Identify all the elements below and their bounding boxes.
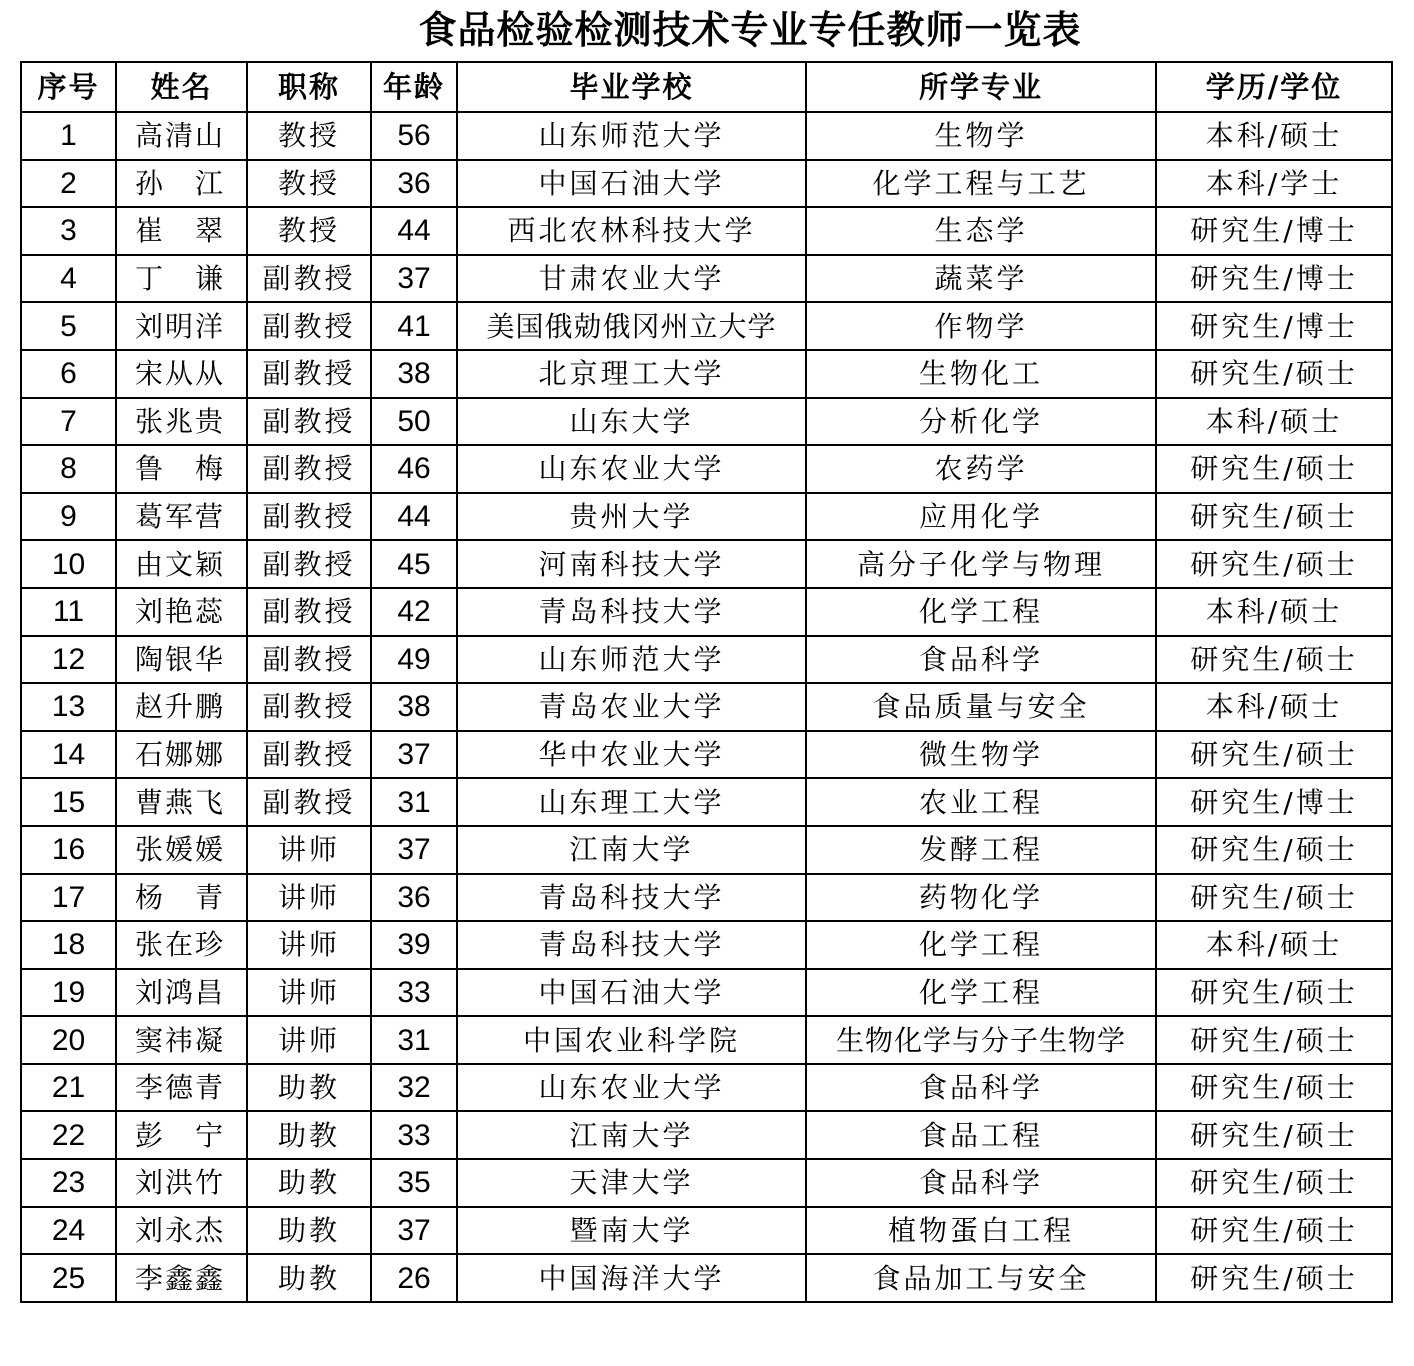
cell-school: 江南大学 bbox=[457, 1111, 806, 1159]
cell-title: 副教授 bbox=[247, 636, 371, 684]
col-header-name: 姓名 bbox=[116, 62, 247, 112]
cell-degree: 本科/学士 bbox=[1156, 160, 1392, 208]
cell-degree: 研究生/硕士 bbox=[1156, 493, 1392, 541]
cell-index: 11 bbox=[21, 588, 116, 636]
cell-degree: 研究生/硕士 bbox=[1156, 636, 1392, 684]
cell-index: 12 bbox=[21, 636, 116, 684]
cell-index: 19 bbox=[21, 969, 116, 1017]
cell-school: 暨南大学 bbox=[457, 1207, 806, 1255]
cell-major: 应用化学 bbox=[806, 493, 1156, 541]
table-row bbox=[21, 826, 1392, 874]
col-header-major: 所学专业 bbox=[806, 62, 1156, 112]
cell-title: 讲师 bbox=[247, 874, 371, 922]
cell-major: 化学工程 bbox=[806, 969, 1156, 1017]
cell-degree: 研究生/硕士 bbox=[1156, 350, 1392, 398]
table-body bbox=[21, 112, 1392, 1302]
col-header-degree: 学历/学位 bbox=[1156, 62, 1392, 112]
table-row bbox=[21, 493, 1392, 541]
cell-degree: 研究生/硕士 bbox=[1156, 826, 1392, 874]
cell-degree: 研究生/博士 bbox=[1156, 207, 1392, 255]
cell-index: 24 bbox=[21, 1207, 116, 1255]
cell-major: 化学工程 bbox=[806, 588, 1156, 636]
cell-major: 食品科学 bbox=[806, 1064, 1156, 1112]
cell-school: 江南大学 bbox=[457, 826, 806, 874]
cell-title: 副教授 bbox=[247, 778, 371, 826]
cell-name: 刘艳蕊 bbox=[116, 588, 247, 636]
cell-index: 6 bbox=[21, 350, 116, 398]
cell-school: 山东师范大学 bbox=[457, 636, 806, 684]
cell-age: 46 bbox=[371, 445, 457, 493]
cell-age: 41 bbox=[371, 302, 457, 350]
cell-school: 青岛科技大学 bbox=[457, 874, 806, 922]
cell-school: 青岛农业大学 bbox=[457, 683, 806, 731]
cell-school: 青岛科技大学 bbox=[457, 588, 806, 636]
cell-title: 副教授 bbox=[247, 493, 371, 541]
cell-name: 高清山 bbox=[116, 112, 247, 160]
table-row bbox=[21, 636, 1392, 684]
cell-degree: 研究生/硕士 bbox=[1156, 1064, 1392, 1112]
cell-school: 北京理工大学 bbox=[457, 350, 806, 398]
page-title: 食品检验检测技术专业专任教师一览表 bbox=[418, 8, 1082, 52]
cell-title: 副教授 bbox=[247, 255, 371, 303]
cell-index: 22 bbox=[21, 1111, 116, 1159]
cell-degree: 本科/硕士 bbox=[1156, 683, 1392, 731]
cell-name: 李德青 bbox=[116, 1064, 247, 1112]
table-row bbox=[21, 1207, 1392, 1255]
cell-name: 杨 青 bbox=[116, 874, 247, 922]
cell-title: 助教 bbox=[247, 1111, 371, 1159]
col-header-school: 毕业学校 bbox=[457, 62, 806, 112]
cell-title: 副教授 bbox=[247, 683, 371, 731]
cell-school: 山东师范大学 bbox=[457, 112, 806, 160]
cell-name: 石娜娜 bbox=[116, 731, 247, 779]
table-row bbox=[21, 160, 1392, 208]
teacher-table bbox=[20, 61, 1393, 1303]
table-row bbox=[21, 540, 1392, 588]
cell-name: 刘鸿昌 bbox=[116, 969, 247, 1017]
cell-age: 44 bbox=[371, 493, 457, 541]
cell-age: 45 bbox=[371, 540, 457, 588]
cell-index: 9 bbox=[21, 493, 116, 541]
cell-name: 刘洪竹 bbox=[116, 1159, 247, 1207]
cell-major: 生物化学与分子生物学 bbox=[806, 1016, 1156, 1064]
cell-degree: 研究生/硕士 bbox=[1156, 1207, 1392, 1255]
cell-degree: 研究生/硕士 bbox=[1156, 731, 1392, 779]
cell-title: 讲师 bbox=[247, 1016, 371, 1064]
table-row bbox=[21, 588, 1392, 636]
cell-age: 37 bbox=[371, 1207, 457, 1255]
cell-age: 38 bbox=[371, 683, 457, 731]
col-header-title: 职称 bbox=[247, 62, 371, 112]
cell-title: 副教授 bbox=[247, 350, 371, 398]
cell-title: 讲师 bbox=[247, 826, 371, 874]
cell-major: 植物蛋白工程 bbox=[806, 1207, 1156, 1255]
cell-age: 39 bbox=[371, 921, 457, 969]
table-row bbox=[21, 1111, 1392, 1159]
cell-degree: 本科/硕士 bbox=[1156, 921, 1392, 969]
cell-age: 36 bbox=[371, 874, 457, 922]
cell-major: 发酵工程 bbox=[806, 826, 1156, 874]
cell-index: 14 bbox=[21, 731, 116, 779]
table-row bbox=[21, 778, 1392, 826]
cell-title: 副教授 bbox=[247, 540, 371, 588]
cell-name: 鲁 梅 bbox=[116, 445, 247, 493]
cell-index: 23 bbox=[21, 1159, 116, 1207]
cell-index: 25 bbox=[21, 1254, 116, 1302]
table-row bbox=[21, 350, 1392, 398]
cell-school: 甘肃农业大学 bbox=[457, 255, 806, 303]
cell-index: 4 bbox=[21, 255, 116, 303]
cell-age: 44 bbox=[371, 207, 457, 255]
cell-age: 56 bbox=[371, 112, 457, 160]
cell-degree: 研究生/硕士 bbox=[1156, 1111, 1392, 1159]
cell-age: 37 bbox=[371, 255, 457, 303]
cell-name: 曹燕飞 bbox=[116, 778, 247, 826]
cell-major: 化学工程与工艺 bbox=[806, 160, 1156, 208]
cell-title: 教授 bbox=[247, 207, 371, 255]
cell-school: 中国石油大学 bbox=[457, 160, 806, 208]
table-row bbox=[21, 731, 1392, 779]
cell-school: 西北农林科技大学 bbox=[457, 207, 806, 255]
cell-school: 青岛科技大学 bbox=[457, 921, 806, 969]
cell-degree: 研究生/博士 bbox=[1156, 255, 1392, 303]
cell-name: 张媛媛 bbox=[116, 826, 247, 874]
cell-major: 食品质量与安全 bbox=[806, 683, 1156, 731]
table-row bbox=[21, 1159, 1392, 1207]
cell-name: 张兆贵 bbox=[116, 398, 247, 446]
cell-title: 助教 bbox=[247, 1064, 371, 1112]
table-row bbox=[21, 255, 1392, 303]
cell-major: 蔬菜学 bbox=[806, 255, 1156, 303]
cell-age: 33 bbox=[371, 969, 457, 1017]
cell-name: 孙 江 bbox=[116, 160, 247, 208]
table-row bbox=[21, 1254, 1392, 1302]
cell-major: 生态学 bbox=[806, 207, 1156, 255]
col-header-age: 年龄 bbox=[371, 62, 457, 112]
cell-major: 微生物学 bbox=[806, 731, 1156, 779]
cell-index: 2 bbox=[21, 160, 116, 208]
cell-major: 生物化工 bbox=[806, 350, 1156, 398]
cell-school: 美国俄勀俄冈州立大学 bbox=[457, 302, 806, 350]
cell-age: 42 bbox=[371, 588, 457, 636]
cell-degree: 研究生/博士 bbox=[1156, 302, 1392, 350]
cell-degree: 研究生/硕士 bbox=[1156, 1016, 1392, 1064]
cell-title: 助教 bbox=[247, 1254, 371, 1302]
cell-index: 7 bbox=[21, 398, 116, 446]
cell-degree: 研究生/硕士 bbox=[1156, 874, 1392, 922]
table-row bbox=[21, 207, 1392, 255]
cell-major: 食品工程 bbox=[806, 1111, 1156, 1159]
cell-major: 农业工程 bbox=[806, 778, 1156, 826]
cell-age: 38 bbox=[371, 350, 457, 398]
cell-school: 山东农业大学 bbox=[457, 1064, 806, 1112]
cell-degree: 研究生/硕士 bbox=[1156, 1254, 1392, 1302]
cell-school: 山东大学 bbox=[457, 398, 806, 446]
cell-degree: 本科/硕士 bbox=[1156, 112, 1392, 160]
cell-index: 18 bbox=[21, 921, 116, 969]
cell-age: 31 bbox=[371, 1016, 457, 1064]
cell-title: 副教授 bbox=[247, 445, 371, 493]
cell-index: 16 bbox=[21, 826, 116, 874]
cell-title: 副教授 bbox=[247, 398, 371, 446]
cell-major: 药物化学 bbox=[806, 874, 1156, 922]
cell-age: 31 bbox=[371, 778, 457, 826]
table-row bbox=[21, 302, 1392, 350]
cell-school: 中国农业科学院 bbox=[457, 1016, 806, 1064]
cell-age: 36 bbox=[371, 160, 457, 208]
cell-index: 20 bbox=[21, 1016, 116, 1064]
cell-index: 5 bbox=[21, 302, 116, 350]
table-row bbox=[21, 1016, 1392, 1064]
cell-age: 37 bbox=[371, 731, 457, 779]
table-row bbox=[21, 398, 1392, 446]
table-row bbox=[21, 445, 1392, 493]
cell-age: 35 bbox=[371, 1159, 457, 1207]
table-row bbox=[21, 112, 1392, 160]
cell-title: 讲师 bbox=[247, 969, 371, 1017]
cell-major: 食品科学 bbox=[806, 636, 1156, 684]
cell-name: 刘明洋 bbox=[116, 302, 247, 350]
table-row bbox=[21, 683, 1392, 731]
cell-major: 食品加工与安全 bbox=[806, 1254, 1156, 1302]
cell-name: 张在珍 bbox=[116, 921, 247, 969]
cell-degree: 研究生/硕士 bbox=[1156, 1159, 1392, 1207]
cell-title: 教授 bbox=[247, 112, 371, 160]
cell-index: 15 bbox=[21, 778, 116, 826]
cell-degree: 研究生/博士 bbox=[1156, 778, 1392, 826]
cell-major: 高分子化学与物理 bbox=[806, 540, 1156, 588]
cell-major: 食品科学 bbox=[806, 1159, 1156, 1207]
cell-major: 化学工程 bbox=[806, 921, 1156, 969]
cell-major: 生物学 bbox=[806, 112, 1156, 160]
cell-school: 华中农业大学 bbox=[457, 731, 806, 779]
cell-index: 10 bbox=[21, 540, 116, 588]
cell-name: 窦祎凝 bbox=[116, 1016, 247, 1064]
cell-name: 葛军营 bbox=[116, 493, 247, 541]
cell-degree: 本科/硕士 bbox=[1156, 398, 1392, 446]
cell-title: 副教授 bbox=[247, 588, 371, 636]
cell-degree: 研究生/硕士 bbox=[1156, 540, 1392, 588]
cell-age: 33 bbox=[371, 1111, 457, 1159]
cell-major: 农药学 bbox=[806, 445, 1156, 493]
cell-school: 贵州大学 bbox=[457, 493, 806, 541]
cell-school: 中国海洋大学 bbox=[457, 1254, 806, 1302]
cell-school: 中国石油大学 bbox=[457, 969, 806, 1017]
table-row bbox=[21, 969, 1392, 1017]
cell-school: 山东农业大学 bbox=[457, 445, 806, 493]
cell-degree: 本科/硕士 bbox=[1156, 588, 1392, 636]
cell-name: 赵升鹏 bbox=[116, 683, 247, 731]
cell-school: 山东理工大学 bbox=[457, 778, 806, 826]
col-header-index: 序号 bbox=[21, 62, 116, 112]
cell-title: 教授 bbox=[247, 160, 371, 208]
table-row bbox=[21, 921, 1392, 969]
cell-major: 作物学 bbox=[806, 302, 1156, 350]
cell-title: 助教 bbox=[247, 1159, 371, 1207]
cell-name: 彭 宁 bbox=[116, 1111, 247, 1159]
cell-age: 49 bbox=[371, 636, 457, 684]
table-row bbox=[21, 874, 1392, 922]
cell-age: 37 bbox=[371, 826, 457, 874]
cell-index: 3 bbox=[21, 207, 116, 255]
cell-name: 刘永杰 bbox=[116, 1207, 247, 1255]
cell-name: 宋从从 bbox=[116, 350, 247, 398]
table-row bbox=[21, 1064, 1392, 1112]
cell-name: 崔 翠 bbox=[116, 207, 247, 255]
cell-age: 50 bbox=[371, 398, 457, 446]
cell-title: 副教授 bbox=[247, 302, 371, 350]
header-row bbox=[21, 62, 1392, 112]
cell-school: 天津大学 bbox=[457, 1159, 806, 1207]
cell-index: 8 bbox=[21, 445, 116, 493]
cell-name: 丁 谦 bbox=[116, 255, 247, 303]
cell-age: 32 bbox=[371, 1064, 457, 1112]
cell-name: 李鑫鑫 bbox=[116, 1254, 247, 1302]
cell-title: 讲师 bbox=[247, 921, 371, 969]
cell-age: 26 bbox=[371, 1254, 457, 1302]
cell-name: 由文颖 bbox=[116, 540, 247, 588]
cell-major: 分析化学 bbox=[806, 398, 1156, 446]
cell-title: 助教 bbox=[247, 1207, 371, 1255]
cell-index: 13 bbox=[21, 683, 116, 731]
cell-degree: 研究生/硕士 bbox=[1156, 969, 1392, 1017]
cell-title: 副教授 bbox=[247, 731, 371, 779]
cell-index: 17 bbox=[21, 874, 116, 922]
cell-name: 陶银华 bbox=[116, 636, 247, 684]
cell-index: 21 bbox=[21, 1064, 116, 1112]
cell-school: 河南科技大学 bbox=[457, 540, 806, 588]
cell-index: 1 bbox=[21, 112, 116, 160]
cell-degree: 研究生/硕士 bbox=[1156, 445, 1392, 493]
